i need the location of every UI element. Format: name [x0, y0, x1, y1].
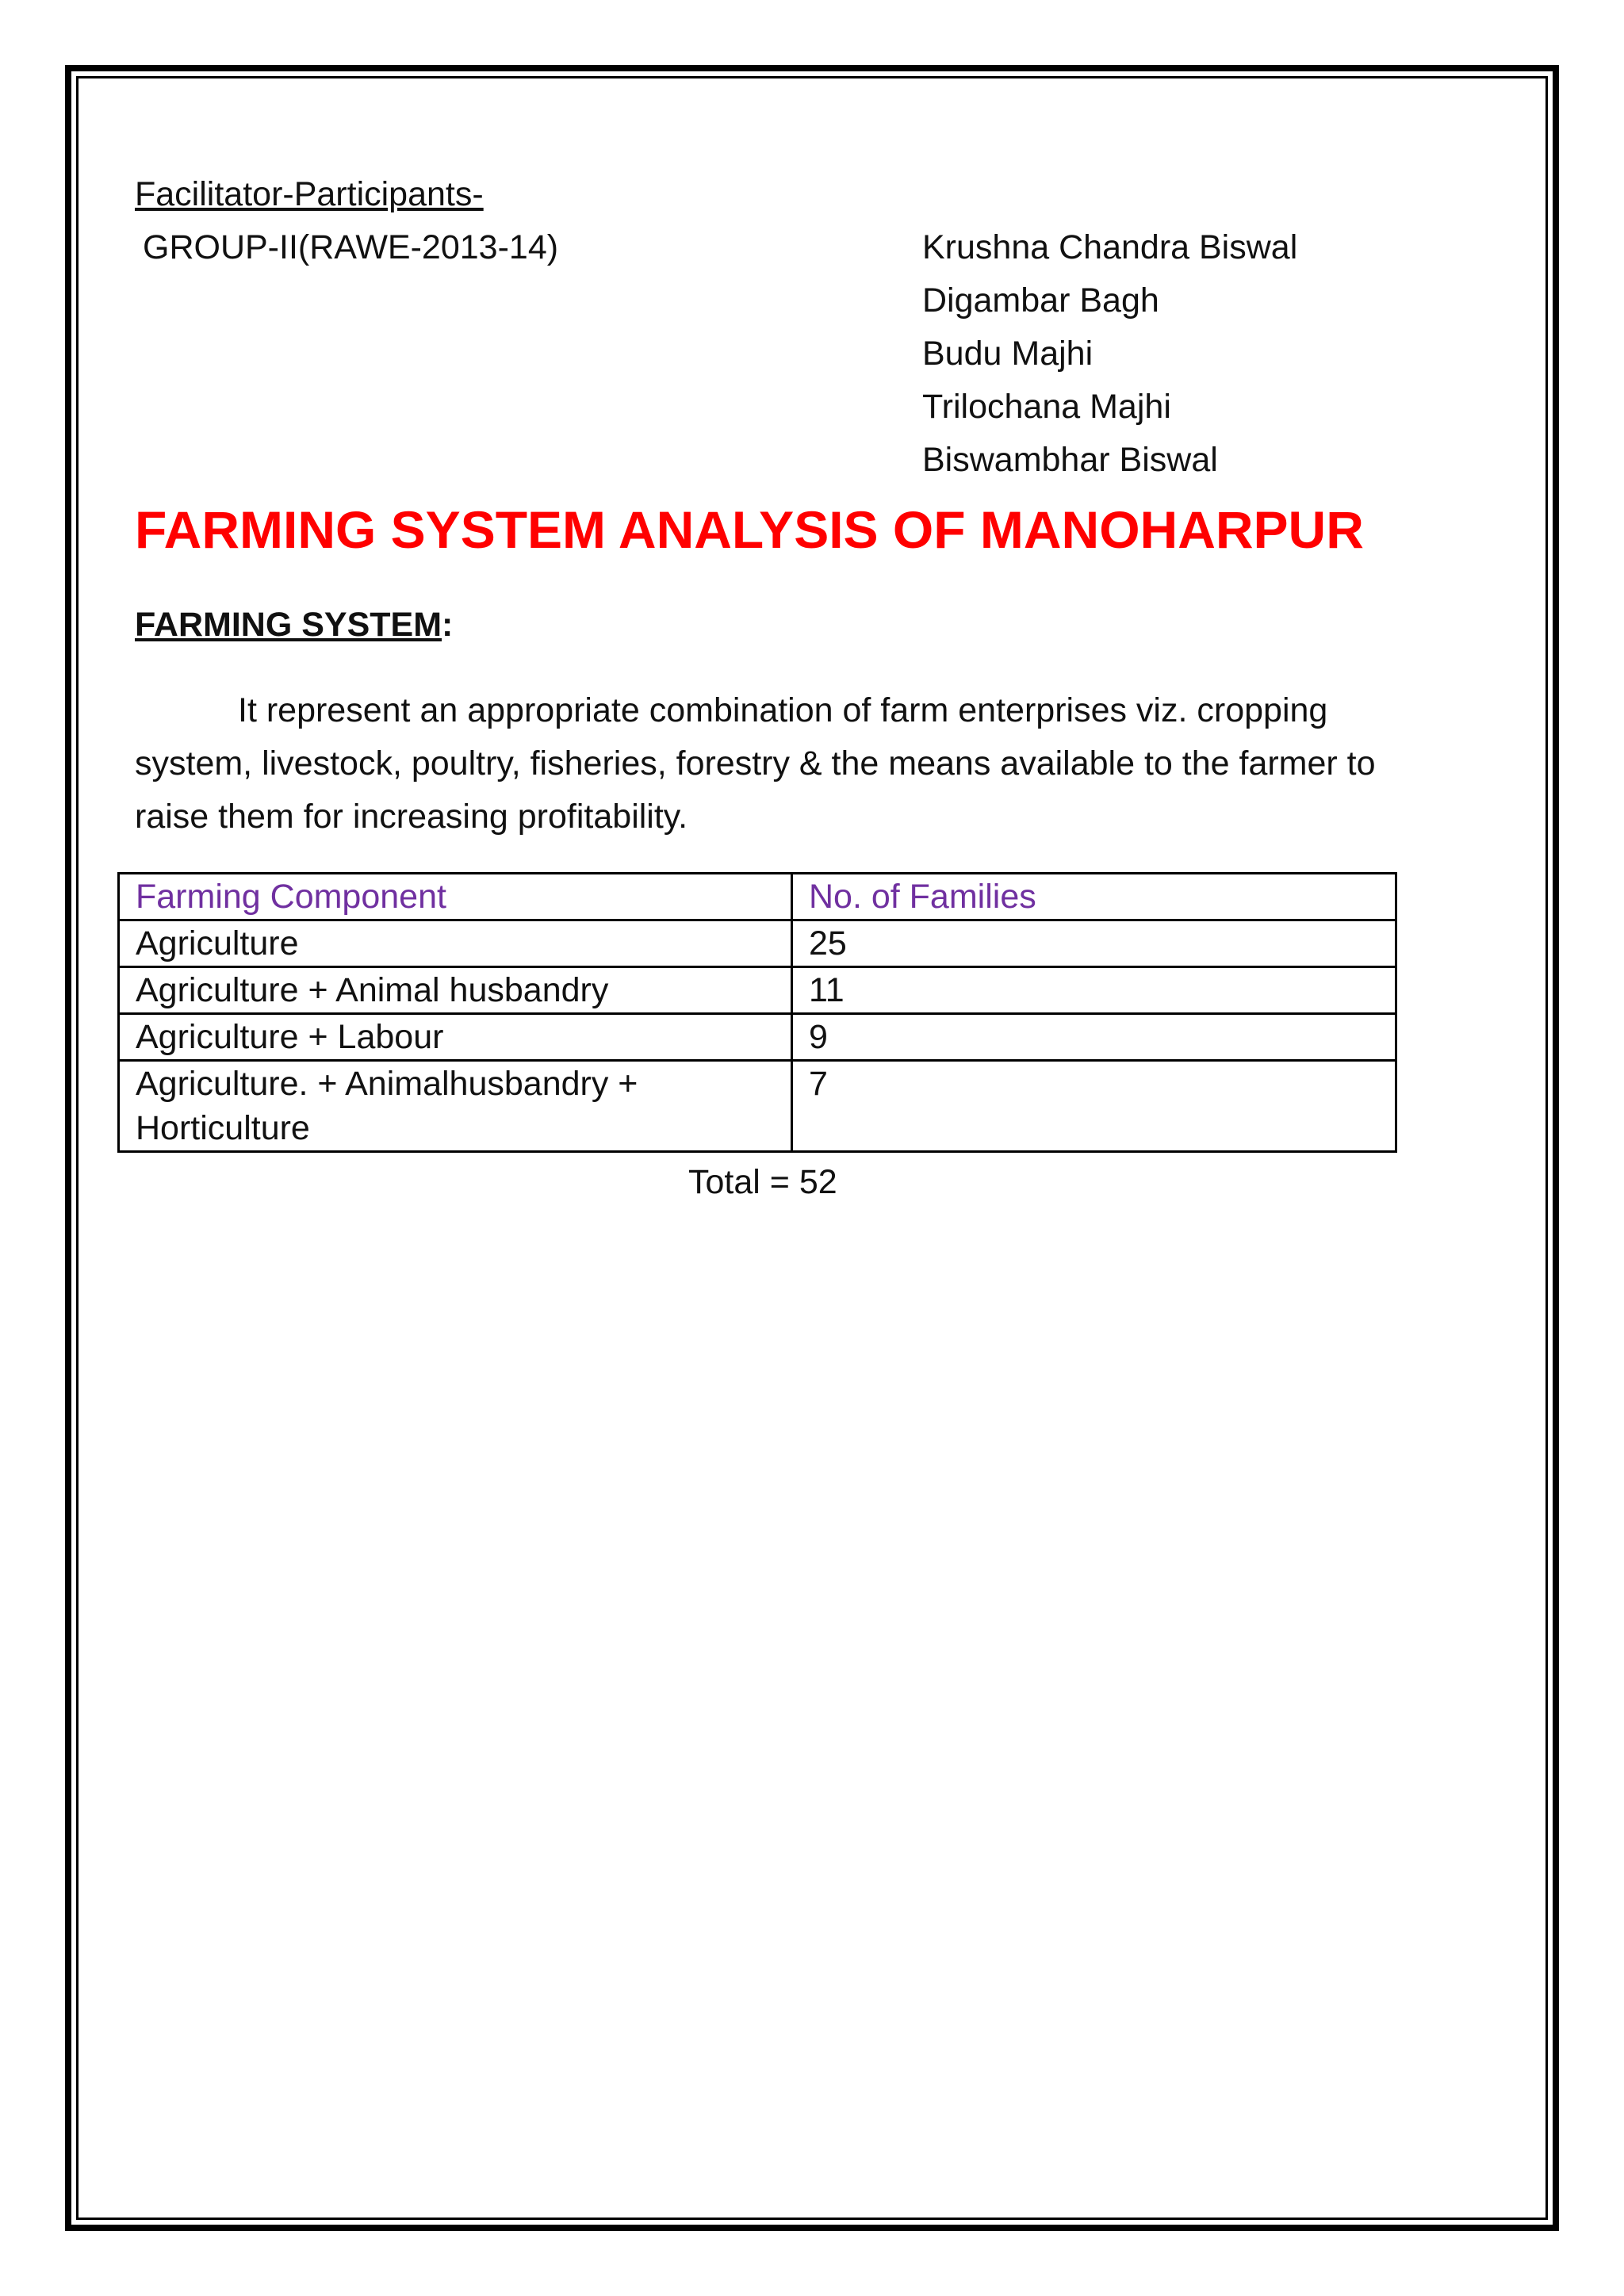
table-total: Total = 52 — [688, 1163, 837, 1201]
cell-families: 9 — [792, 1014, 1396, 1061]
table-row — [119, 1061, 1396, 1152]
section-heading-text: FARMING SYSTEM — [135, 606, 442, 644]
participant-name: Digambar Bagh — [922, 281, 1159, 320]
header-cell-component: Farming Component — [119, 874, 792, 920]
cell-families: 7 — [792, 1061, 1396, 1152]
participant-name: Krushna Chandra Biswal — [922, 228, 1298, 266]
table-row — [119, 967, 1396, 1014]
section-heading — [135, 603, 453, 647]
header-cell-families: No. of Families — [792, 874, 1396, 920]
participant-name: Trilochana Majhi — [922, 388, 1171, 426]
participant-name: Budu Majhi — [922, 335, 1094, 373]
cell-families: 25 — [792, 920, 1396, 967]
cell-component: Agriculture + Labour — [119, 1014, 792, 1061]
group-label: GROUP-II(RAWE-2013-14) — [143, 228, 559, 266]
page-title: FARMING SYSTEM ANALYSIS OF MANOHARPUR — [135, 500, 1364, 559]
participant-name: Biswambhar Biswal — [922, 441, 1218, 479]
cell-families: 11 — [792, 967, 1396, 1014]
table-header-row — [119, 874, 1396, 920]
cell-component: Agriculture + Animal husbandry — [119, 967, 792, 1014]
cell-component: Agriculture — [119, 920, 792, 967]
facilitator-label: Facilitator-Participants- — [135, 175, 484, 213]
farming-component-table — [117, 872, 1397, 1153]
section-paragraph — [135, 684, 1451, 844]
table-row — [119, 920, 1396, 967]
cell-component: Agriculture. + Animalhusbandry + Horticulture — [119, 1061, 792, 1152]
paragraph-text: It represent an appropriate combination of farm enterprises viz. cropping system, livestock, poultry, fisheries, forestry & the means available to the farmer to raise them for increasing profitability. — [135, 691, 1376, 836]
section-heading-colon: : — [442, 606, 454, 644]
table-row — [119, 1014, 1396, 1061]
